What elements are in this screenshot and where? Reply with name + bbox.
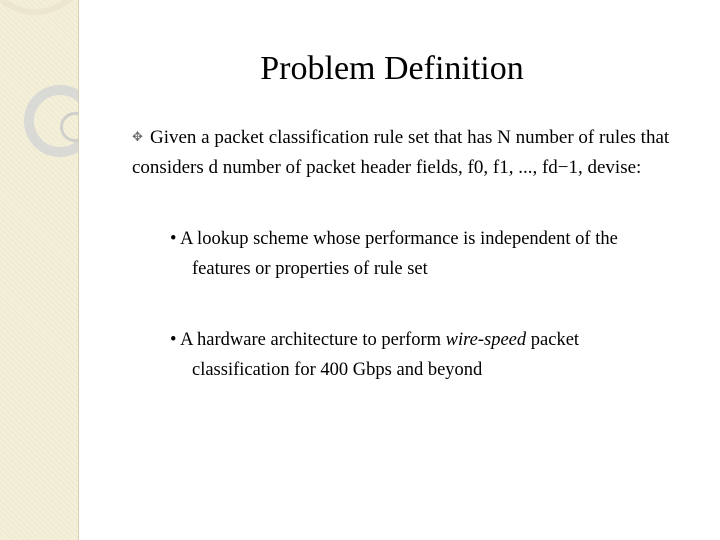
slide-title: Problem Definition (260, 50, 524, 87)
bullet-dot: • (170, 330, 177, 350)
bullet-line-1: A lookup scheme whose performance is independent of the (180, 229, 618, 249)
bullet-marker-icon: ✥ (132, 129, 143, 144)
bullet-line-1-post: packet (526, 330, 580, 350)
intro-line-2: considers d number of packet header fields, f0, f1, ..., fd−1, devise: (132, 157, 642, 178)
bullet-emphasis: wire-speed (445, 330, 527, 350)
intro-line-1: Given a packet classification rule set that has N number of rules that (150, 127, 670, 148)
bullet-dot: • (170, 229, 177, 249)
bullet-line-2: features or properties of rule set (192, 259, 428, 279)
intro-paragraph (132, 122, 707, 183)
bullet-item-lookup (170, 224, 690, 284)
bullet-line-2: classification for 400 Gbps and beyond (192, 360, 483, 380)
decorative-ring-top (0, 0, 79, 15)
bullet-line-1-pre: A hardware architecture to perform (180, 330, 446, 350)
bullet-item-hardware (170, 325, 690, 385)
decorative-sidebar (0, 0, 79, 540)
